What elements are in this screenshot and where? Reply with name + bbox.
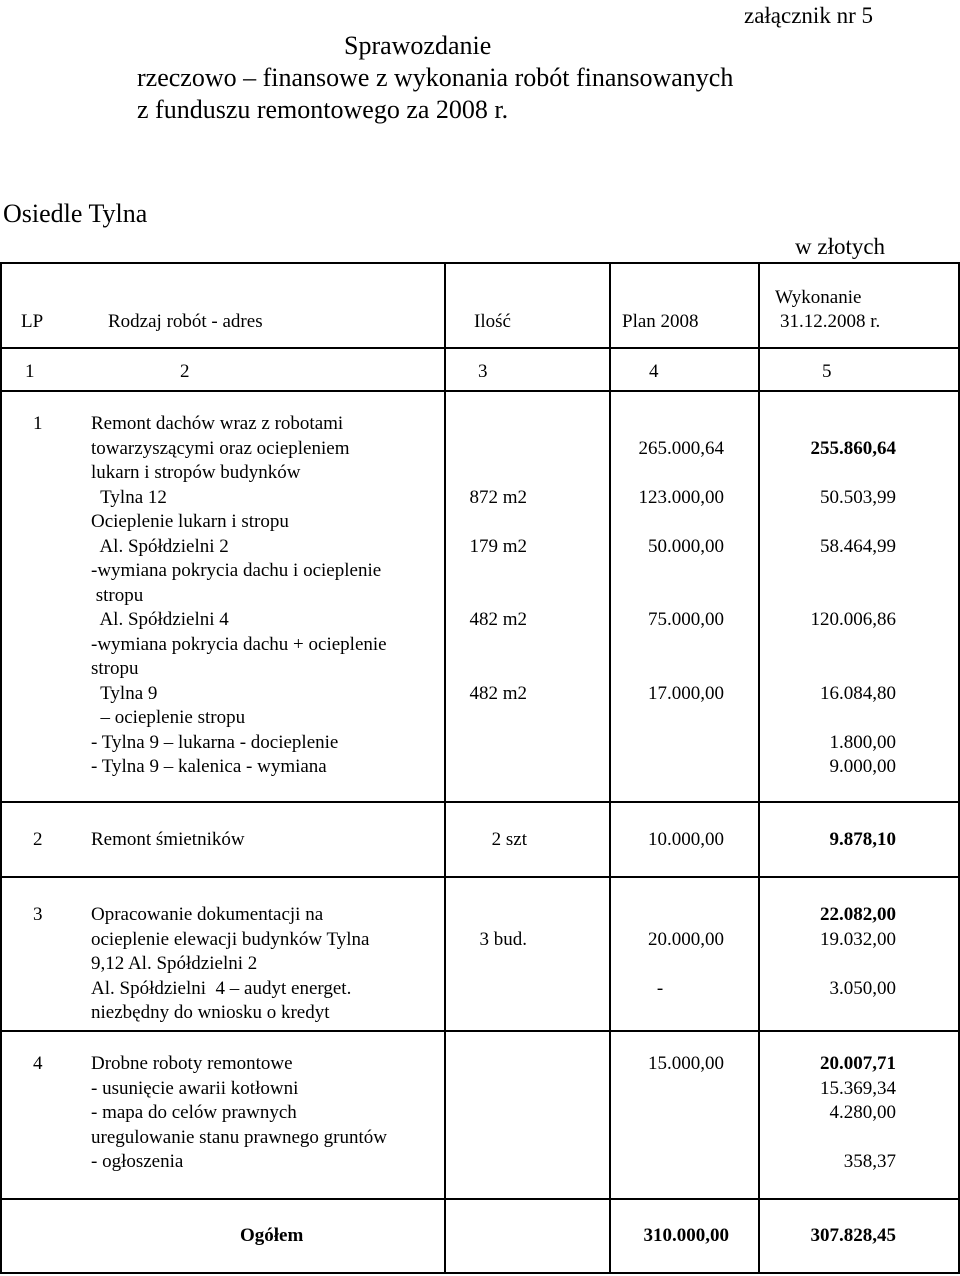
row-4-description-line: - ogłoszenia [91,1151,184,1172]
row-1-plan-value: 17.000,00 [648,683,724,704]
row-1-execution-value: 255.860,64 [810,438,896,459]
table-top-rule [0,262,960,264]
col-border-qty-plan [609,262,611,1274]
row-1-description-line: Al. Spółdzielni 4 [91,609,229,630]
row-3-description-line: ocieplenie elewacji budynków Tylna [91,929,370,950]
header-exec-line1: Wykonanie [775,287,862,308]
row2-bottom-rule [0,876,960,878]
row-2-lp: 2 [33,829,43,850]
row-1-execution-value: 1.800,00 [829,732,896,753]
numbers-rule [0,390,960,392]
col-number-5: 5 [822,361,832,382]
row-1-description-line: – ocieplenie stropu [91,707,246,728]
row-3-execution-value: 19.032,00 [820,929,896,950]
row-1-description-line: - Tylna 9 – lukarna - docieplenie [91,732,339,753]
row-4-execution-value: 15.369,34 [820,1078,896,1099]
row-4-lp: 4 [33,1053,43,1074]
row-1-description-line: stropu [91,585,144,606]
row-1-description-line: -wymiana pokrycia dachu + ocieplenie [91,634,387,655]
row-1-description-line: towarzyszącymi oraz ociepleniem [91,438,350,459]
attachment-label: załącznik nr 5 [744,3,873,28]
row-2-description-line: Remont śmietników [91,829,245,850]
row-3-lp: 3 [33,904,43,925]
row1-bottom-rule [0,801,960,803]
row-4-description-line: uregulowanie stanu prawnego gruntów [91,1127,388,1148]
row-1-description-line: -wymiana pokrycia dachu i ocieplenie [91,560,382,581]
row-1-execution-value: 50.503,99 [820,487,896,508]
estate-name: Osiedle Tylna [3,199,148,228]
row-3-description-line: niezbędny do wniosku o kredyt [91,1002,330,1023]
row-1-plan-value: 75.000,00 [648,609,724,630]
row-1-description-line: Ocieplenie lukarn i stropu [91,511,289,532]
total-plan: 310.000,00 [643,1225,729,1246]
row-4-execution-value: 4.280,00 [829,1102,896,1123]
row-2-plan-value: 10.000,00 [648,829,724,850]
row-1-plan-value: 123.000,00 [638,487,724,508]
row-2-execution-value: 9.878,10 [829,829,896,850]
col-border-left [0,262,2,1274]
row-4-execution-value: 358,37 [843,1151,896,1172]
row-3-description-line: Opracowanie dokumentacji na [91,904,324,925]
col-number-1: 1 [25,361,35,382]
title-line-1: Sprawozdanie [344,31,492,60]
title-line-2: rzeczowo – finansowe z wykonania robót finansowanych [137,63,734,92]
col-number-2: 2 [180,361,190,382]
row4-bottom-rule [0,1198,960,1200]
title-line-3: z funduszu remontowego za 2008 r. [137,95,509,124]
row-3-plan-value: 20.000,00 [648,929,724,950]
col-number-3: 3 [478,361,488,382]
header-exec-line2: 31.12.2008 r. [780,311,881,332]
row-1-execution-value: 58.464,99 [820,536,896,557]
row-3-plan-value: - [656,978,664,999]
currency-note: w złotych [795,234,886,259]
row-1-description-line: Remont dachów wraz z robotami [91,413,344,434]
header-work: Rodzaj robót - adres [108,311,263,332]
row-3-description-line: 9,12 Al. Spółdzielni 2 [91,953,258,974]
table-bottom-rule [0,1272,960,1274]
row-4-execution-value: 20.007,71 [820,1053,896,1074]
row-1-description-line: stropu [91,658,139,679]
header-lp: LP [21,311,44,332]
row-1-lp: 1 [33,413,43,434]
row-1-execution-value: 120.006,86 [810,609,896,630]
row-1-description-line: - Tylna 9 – kalenica - wymiana [91,756,327,777]
row-1-description-line: Tylna 12 [91,487,167,508]
header-plan: Plan 2008 [622,311,699,332]
row-1-execution-value: 16.084,80 [820,683,896,704]
row-1-execution-value: 9.000,00 [829,756,896,777]
row-4-description-line: - usunięcie awarii kotłowni [91,1078,299,1099]
row-1-plan-value: 265.000,64 [638,438,724,459]
header-qty: Ilość [474,311,511,332]
row-1-quantity: 872 m2 [469,487,527,508]
row-1-description-line: Tylna 9 [91,683,158,704]
row-3-execution-value: 22.082,00 [820,904,896,925]
row3-bottom-rule [0,1030,960,1032]
row-4-description-line: - mapa do celów prawnych [91,1102,297,1123]
total-label: Ogółem [240,1225,304,1246]
row-2-quantity: 2 szt [491,829,527,850]
total-exec: 307.828,45 [810,1225,896,1246]
row-1-description-line: Al. Spółdzielni 2 [91,536,229,557]
row-1-quantity: 482 m2 [469,683,527,704]
row-1-plan-value: 50.000,00 [648,536,724,557]
row-4-description-line: Drobne roboty remontowe [91,1053,293,1074]
row-3-quantity: 3 bud. [479,929,527,950]
row-3-description-line: Al. Spółdzielni 4 – audyt energet. [91,978,352,999]
row-3-execution-value: 3.050,00 [829,978,896,999]
row-1-description-line: lukarn i stropów budynków [91,462,301,483]
col-border-work-qty [444,262,446,1274]
col-number-4: 4 [649,361,659,382]
row-4-plan-value: 15.000,00 [648,1053,724,1074]
row-1-quantity: 482 m2 [469,609,527,630]
row-1-quantity: 179 m2 [469,536,527,557]
header-rule [0,347,960,349]
